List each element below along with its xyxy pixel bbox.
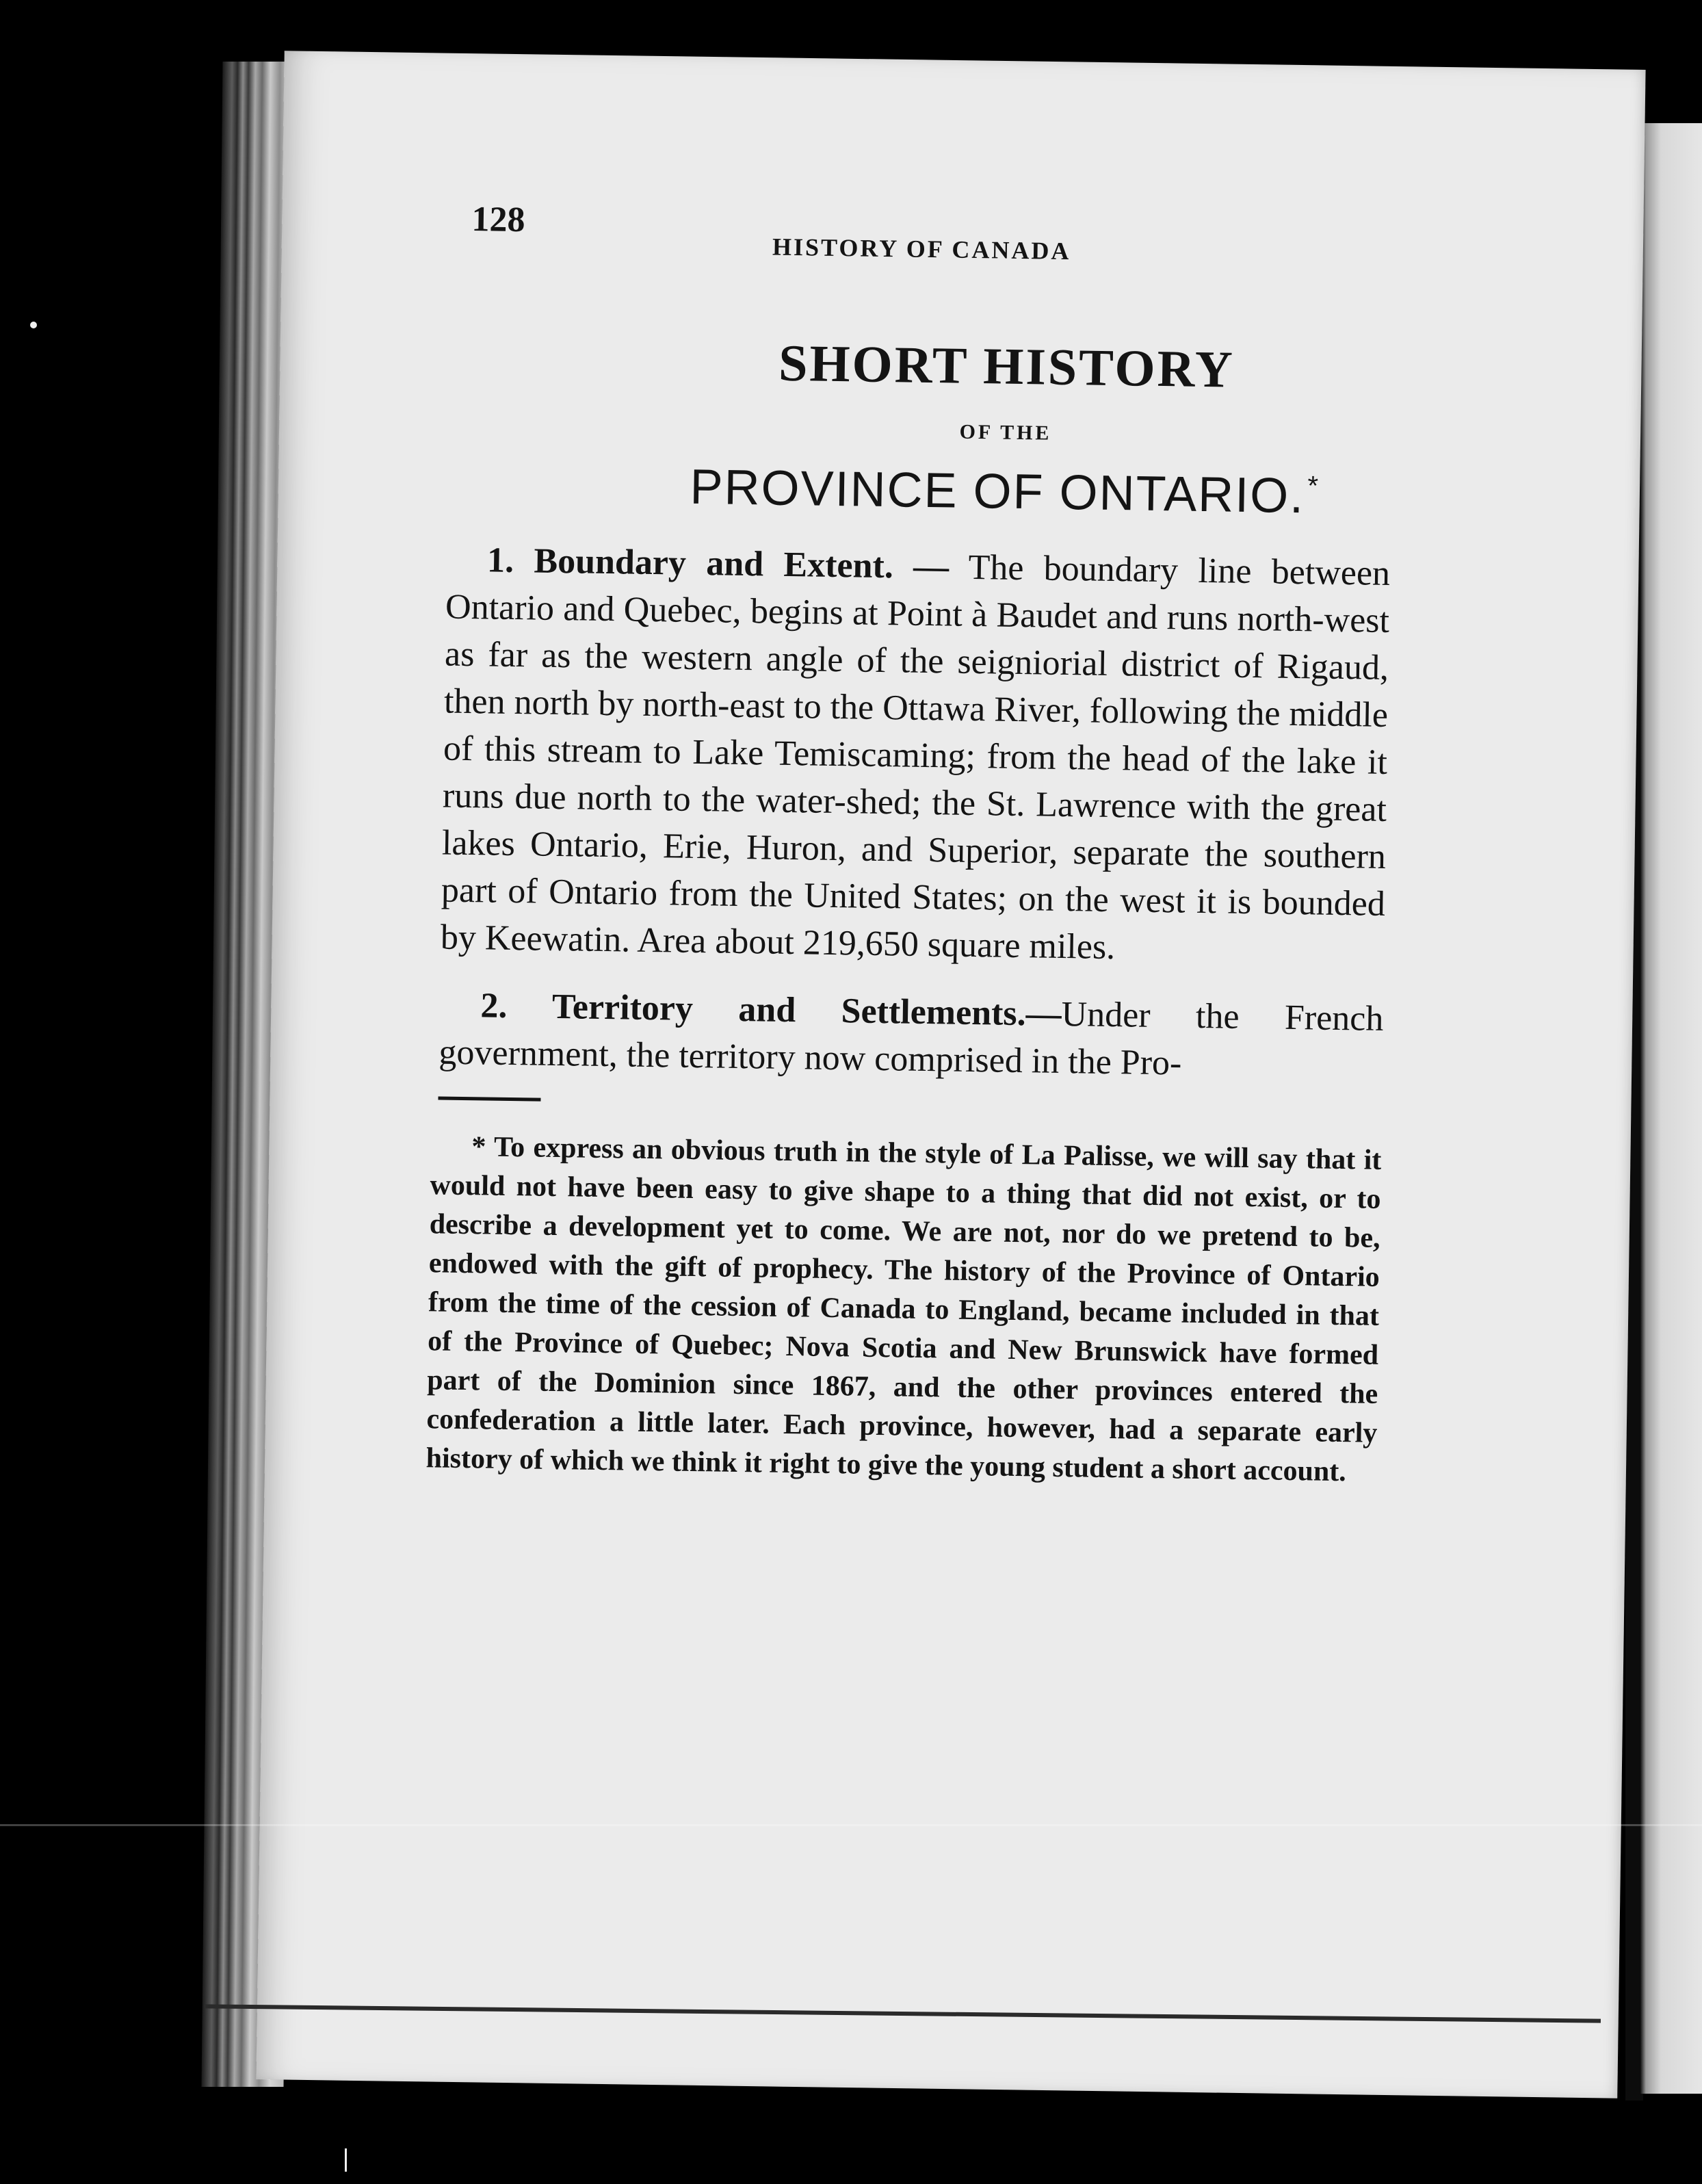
footnote-text: To express an obvious truth in the style of La Palisse, we will say that it would not have been easy to give shape to a thing that did not exist, or to describe a development yet to come. We are not, nor do we pretend to be, endowed with the gift of prophecy. The history of the Province of Ontario from the time of the cession of Canada to England, became included in that of the Province of Quebec; Nova Scotia and New Brunswick have formed part of the Dominion since 1867, and the other provinces entered the confederation a little later. Each province, however, had a separate early history of which we think it right to give the young student a short account. [426, 1131, 1382, 1488]
section-paragraph [438, 981, 1384, 1089]
footnote-divider [438, 1096, 540, 1101]
body-text [411, 536, 1391, 1090]
facing-page-edge [1640, 123, 1702, 2094]
chapter-title-line2: OF THE [959, 420, 1052, 445]
page-number: 128 [471, 200, 525, 240]
chapter-title-line3 [419, 455, 1405, 525]
section-paragraph [440, 536, 1390, 975]
scan-artifact-mark [345, 2148, 347, 2172]
page-content [405, 198, 1409, 1492]
footnote-mark: * [471, 1131, 486, 1163]
running-title: HISTORY OF CANADA [772, 233, 1071, 265]
chapter-title-line1: SHORT HISTORY [778, 334, 1235, 399]
scan-artifact-line [0, 1824, 1702, 1826]
section-heading: 2. Territory and Settlements.— [480, 986, 1062, 1034]
footnote [405, 1127, 1381, 1492]
section-text: Under the French government, the territory now comprised in the Pro- [438, 994, 1384, 1083]
footnote-reference-mark: * [1307, 471, 1320, 502]
chapter-title-text: PROVINCE OF ONTARIO. [690, 459, 1305, 524]
section-text: The boundary line between Ontario and Quebec, begins at Point à Baudet and runs north-west as far as the western angle of the seigniorial district of Rigaud, then north by north-east to the Ottawa River, following the middle of this stream to Lake Temiscaming; from the head of the lake it runs due north to the water-shed; the St. Lawrence with the great lakes Ontario, Erie, Huron, and Superior, separate the southern part of Ontario from the United States; on the west it is bounded by Keewatin. Area about 219,650 square miles. [440, 547, 1391, 967]
scan-artifact-dot [30, 322, 37, 328]
section-heading: 1. Boundary and Extent. — [486, 541, 950, 587]
